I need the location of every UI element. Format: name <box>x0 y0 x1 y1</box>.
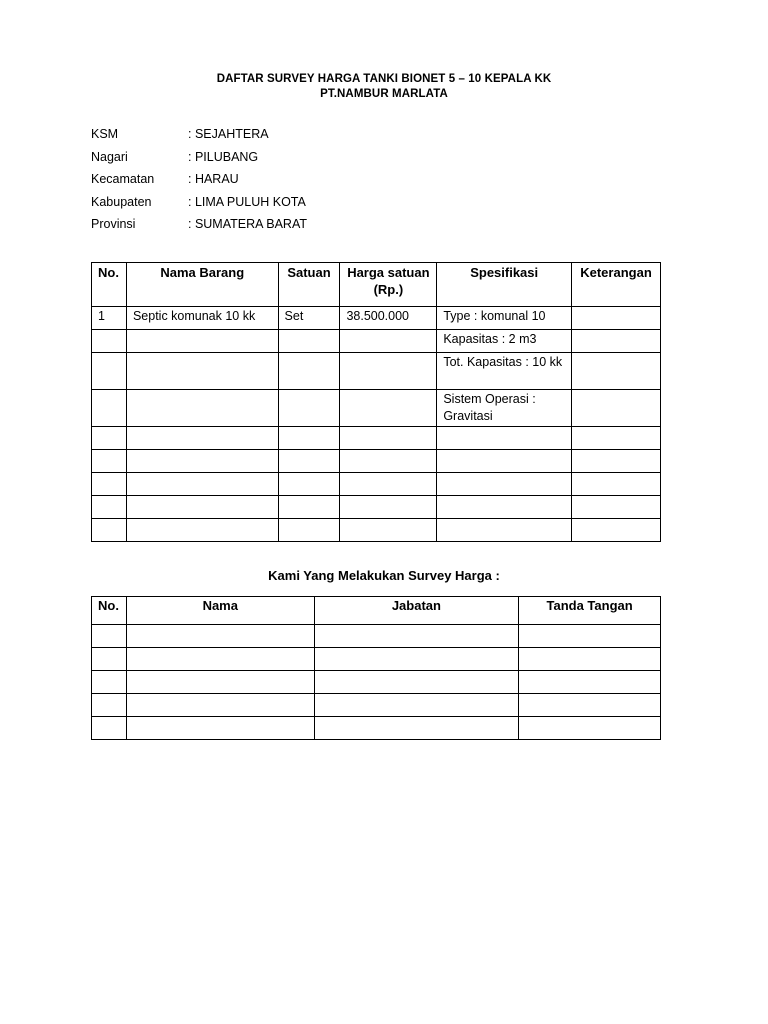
table-header-row <box>92 597 661 625</box>
cell-spesifikasi: Sistem Operasi : Gravitasi <box>437 390 572 427</box>
table-row <box>92 648 661 671</box>
cell-nama <box>126 519 278 542</box>
cell-nama <box>126 330 278 353</box>
cell-no <box>92 694 127 717</box>
cell-no <box>92 427 127 450</box>
cell-keterangan <box>572 330 661 353</box>
table-row <box>92 390 661 427</box>
cell-nama <box>126 390 278 427</box>
cell-nama <box>126 473 278 496</box>
cell-nama <box>126 353 278 390</box>
cell-no <box>92 450 127 473</box>
info-label: Nagari <box>91 149 128 164</box>
cell-spesifikasi <box>437 427 572 450</box>
cell-spesifikasi <box>437 473 572 496</box>
table-header-row <box>92 263 661 307</box>
cell-nama <box>126 671 314 694</box>
cell-jabatan <box>314 625 519 648</box>
info-label: KSM <box>91 127 119 141</box>
header-no: No. <box>92 263 127 307</box>
cell-keterangan <box>572 307 661 330</box>
cell-no: 1 <box>92 307 127 330</box>
cell-no <box>92 717 127 740</box>
items-table <box>91 262 661 542</box>
info-label: Provinsi <box>91 217 136 231</box>
header-spesifikasi: Spesifikasi <box>437 263 572 307</box>
cell-spesifikasi: Tot. Kapasitas : 10 kk <box>437 353 572 390</box>
cell-jabatan <box>314 717 519 740</box>
cell-satuan: Set <box>278 307 340 330</box>
cell-keterangan <box>572 519 661 542</box>
cell-no <box>92 496 127 519</box>
table-row <box>92 519 661 542</box>
cell-harga: 38.500.000 <box>340 307 437 330</box>
surveyors-title: Kami Yang Melakukan Survey Harga : <box>268 568 500 583</box>
cell-nama <box>126 694 314 717</box>
info-label: Kabupaten <box>91 194 152 209</box>
table-row <box>92 450 661 473</box>
cell-tanda-tangan <box>519 648 661 671</box>
cell-nama <box>126 648 314 671</box>
cell-harga <box>340 450 437 473</box>
cell-no <box>92 330 127 353</box>
cell-nama <box>126 717 314 740</box>
cell-tanda-tangan <box>519 717 661 740</box>
table-row <box>92 671 661 694</box>
header-jabatan: Jabatan <box>314 597 519 625</box>
table-row <box>92 427 661 450</box>
cell-no <box>92 353 127 390</box>
header-no: No. <box>92 597 127 625</box>
cell-tanda-tangan <box>519 694 661 717</box>
info-value: : SEJAHTERA <box>188 127 269 141</box>
info-value: : HARAU <box>188 172 239 186</box>
cell-tanda-tangan <box>519 671 661 694</box>
cell-spesifikasi <box>437 450 572 473</box>
cell-spesifikasi <box>437 496 572 519</box>
info-label: Kecamatan <box>91 172 155 186</box>
table-row <box>92 307 661 330</box>
table-row <box>92 625 661 648</box>
header-nama-barang: Nama Barang <box>126 263 278 307</box>
cell-harga <box>340 427 437 450</box>
cell-nama <box>126 625 314 648</box>
cell-satuan <box>278 450 340 473</box>
cell-keterangan <box>572 450 661 473</box>
header-keterangan: Keterangan <box>572 263 661 307</box>
cell-nama <box>126 496 278 519</box>
cell-no <box>92 390 127 427</box>
cell-jabatan <box>314 648 519 671</box>
header-nama: Nama <box>126 597 314 625</box>
cell-nama <box>126 450 278 473</box>
cell-jabatan <box>314 671 519 694</box>
company-name: PT.NAMBUR MARLATA <box>320 88 448 100</box>
cell-keterangan <box>572 496 661 519</box>
header-satuan: Satuan <box>278 263 340 307</box>
info-value: : PILUBANG <box>188 149 259 164</box>
cell-no <box>92 473 127 496</box>
header-tanda-tangan: Tanda Tangan <box>519 597 661 625</box>
cell-harga <box>340 390 437 427</box>
cell-harga <box>340 519 437 542</box>
cell-keterangan <box>572 353 661 390</box>
cell-no <box>92 671 127 694</box>
info-value: : LIMA PULUH KOTA <box>188 194 306 209</box>
table-row <box>92 496 661 519</box>
table-row <box>92 473 661 496</box>
cell-satuan <box>278 330 340 353</box>
cell-satuan <box>278 390 340 427</box>
cell-keterangan <box>572 473 661 496</box>
cell-nama <box>126 427 278 450</box>
cell-no <box>92 625 127 648</box>
cell-keterangan <box>572 427 661 450</box>
surveyors-table <box>91 596 661 740</box>
cell-harga <box>340 473 437 496</box>
cell-satuan <box>278 519 340 542</box>
table-row <box>92 353 661 390</box>
cell-nama: Septic komunak 10 kk <box>126 307 278 330</box>
cell-satuan <box>278 427 340 450</box>
info-value: : SUMATERA BARAT <box>188 217 308 231</box>
cell-spesifikasi <box>437 519 572 542</box>
header-harga-satuan: Harga satuan (Rp.) <box>340 263 437 307</box>
cell-harga <box>340 353 437 390</box>
cell-tanda-tangan <box>519 625 661 648</box>
table-row <box>92 330 661 353</box>
cell-spesifikasi: Type : komunal 10 <box>437 307 572 330</box>
cell-jabatan <box>314 694 519 717</box>
cell-keterangan <box>572 390 661 427</box>
cell-no <box>92 648 127 671</box>
cell-harga <box>340 496 437 519</box>
cell-harga <box>340 330 437 353</box>
cell-spesifikasi: Kapasitas : 2 m3 <box>437 330 572 353</box>
cell-satuan <box>278 353 340 390</box>
cell-satuan <box>278 473 340 496</box>
document-title: DAFTAR SURVEY HARGA TANKI BIONET 5 – 10 KEPALA KK <box>216 73 552 85</box>
table-row <box>92 694 661 717</box>
table-row <box>92 717 661 740</box>
cell-satuan <box>278 496 340 519</box>
cell-no <box>92 519 127 542</box>
